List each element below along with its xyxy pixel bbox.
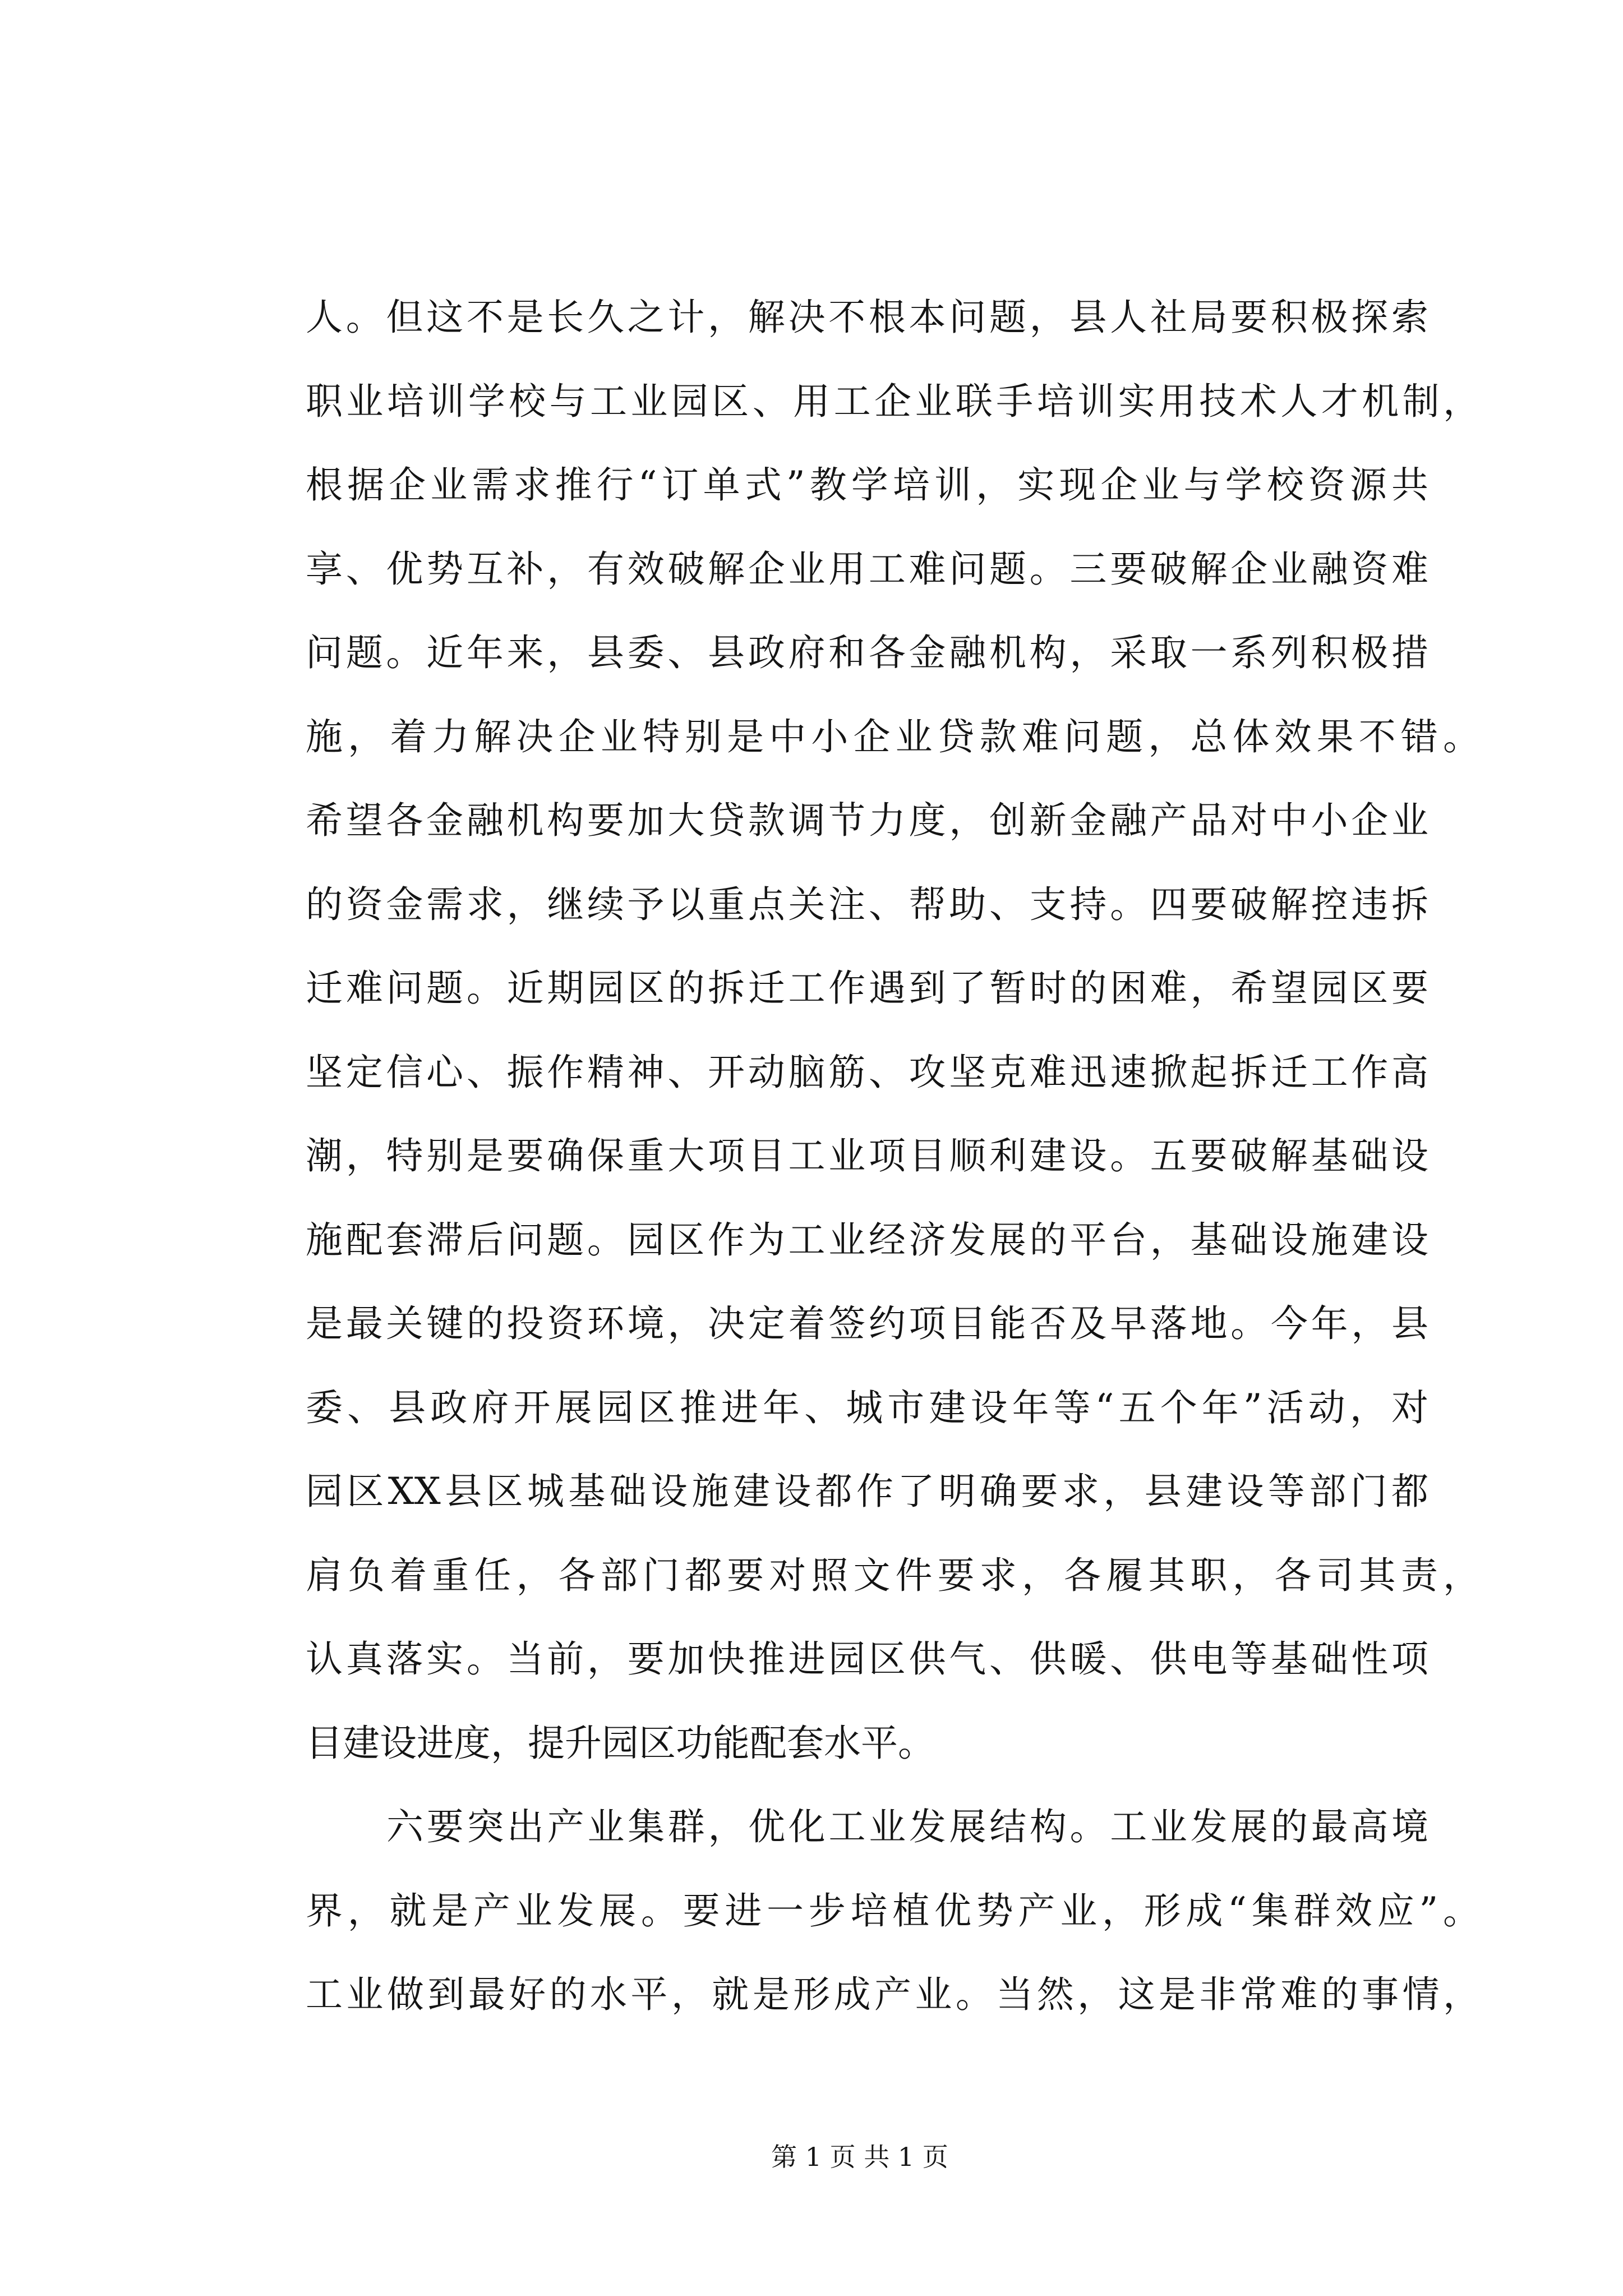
- text-line: 施配套滞后问题。园区作为工业经济发展的平台，基础设施建设: [306, 1218, 1428, 1262]
- text-line: 人。但这不是长久之计，解决不根本问题，县人社局要积极探索: [306, 296, 1428, 339]
- text-line: 问题。近年来，县委、县政府和各金融机构，采取一系列积极措: [306, 631, 1428, 674]
- text-line: 是最关键的投资环境，决定着签约项目能否及早落地。今年，县: [306, 1302, 1428, 1345]
- text-line: 职业培训学校与工业园区、用工企业联手培训实用技术人才机制，: [306, 379, 1480, 423]
- text-line: 园区XX县区城基础设施建设都作了明确要求，县建设等部门都: [306, 1470, 1428, 1513]
- text-line: 界，就是产业发展。要进一步培植优势产业，形成“集群效应”。: [306, 1889, 1480, 1932]
- text-line: 肩负着重任，各部门都要对照文件要求，各履其职，各司其责，: [306, 1553, 1480, 1597]
- text-line: 潮，特别是要确保重大项目工业项目顺利建设。五要破解基础设: [306, 1134, 1428, 1177]
- text-line: 工业做到最好的水平，就是形成产业。当然，这是非常难的事情，: [306, 1973, 1480, 2016]
- paragraph: [306, 275, 1480, 1785]
- page-footer: 第 1 页 共 1 页: [771, 2142, 948, 2172]
- text-line: 迁难问题。近期园区的拆迁工作遇到了暂时的困难，希望园区要: [306, 967, 1428, 1010]
- text-line: 六要突出产业集群，优化工业发展结构。工业发展的最高境: [386, 1805, 1428, 1848]
- text-line: 根据企业需求推行“订单式”教学培训，实现企业与学校资源共: [306, 463, 1428, 507]
- text-line: 希望各金融机构要加大贷款调节力度，创新金融产品对中小企业: [306, 799, 1428, 842]
- text-line: 坚定信心、振作精神、开动脑筋、攻坚克难迅速掀起拆迁工作高: [306, 1050, 1428, 1094]
- text-line: 的资金需求，继续予以重点关注、帮助、支持。四要破解控违拆: [306, 882, 1428, 926]
- paragraph: [306, 1785, 1480, 2037]
- text-line: 委、县政府开展园区推进年、城市建设年等“五个年”活动，对: [306, 1386, 1428, 1429]
- text-line: 认真落实。当前，要加快推进园区供气、供暖、供电等基础性项: [306, 1637, 1428, 1681]
- text-line: 目建设进度，提升园区功能配套水平。: [306, 1721, 935, 1765]
- text-line: 享、优势互补，有效破解企业用工难问题。三要破解企业融资难: [306, 547, 1428, 591]
- text-line: 施，着力解决企业特别是中小企业贷款难问题，总体效果不错。: [306, 715, 1480, 758]
- body-text: [306, 275, 1480, 2037]
